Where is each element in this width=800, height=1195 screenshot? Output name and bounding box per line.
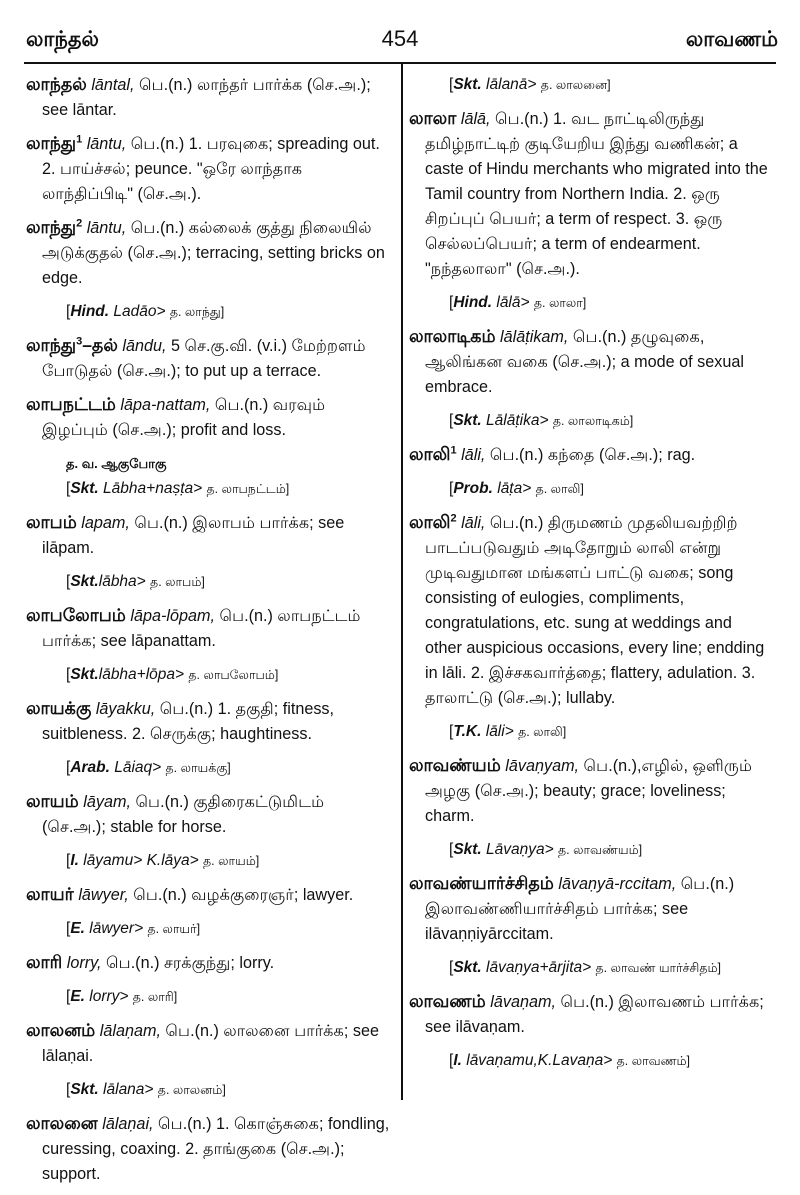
etymology-language: Skt. (70, 1081, 99, 1098)
etymology-language: E. (70, 988, 85, 1005)
etymology-source: Lāiaq> (109, 759, 166, 776)
dictionary-entry (409, 324, 773, 400)
header-rule (24, 62, 776, 64)
entry-transliteration: lālaṇam, (99, 1022, 161, 1040)
homograph-number: 1 (76, 133, 83, 146)
etymology-bracket: [ (66, 988, 71, 1005)
etymology-line (409, 719, 773, 745)
etymology-language: Skt. (70, 480, 99, 497)
etymology-bracket: [ (449, 959, 454, 976)
entry-definition: பெ.(n.) 1. வட நாட்டிலிருந்து தமிழ்நாட்டிற் குடியேறிய இந்து வணிகன்; a caste of Hindu merchants who migrated into the Tamil country from Northern India. 2. ஒரு சிறப்புப் பெயர்; a term of respect. 3. ஒரு செல்லப்பெயர்; a term of endearment. "நந்தலாலா" (செ.அ.). (425, 110, 768, 278)
dictionary-entry (26, 950, 390, 976)
etymology-language: Skt. (70, 573, 99, 590)
entry-definition: பெ.(n.) கந்தை (செ.அ.); rag. (485, 446, 696, 464)
etymology-tamil: த. லாபநட்டம்] (206, 482, 290, 496)
etymology-bracket: [ (449, 294, 454, 311)
entry-transliteration: lāvaṇyam, (505, 757, 580, 775)
etymology-bracket: [ (66, 480, 71, 497)
entry-headword: லாலனம் (26, 1020, 96, 1040)
etymology-source: lāwyer> (84, 920, 148, 937)
entry-transliteration: lāyakku, (95, 700, 156, 718)
etymology-source: Ladāo> (109, 303, 170, 320)
dictionary-entry (26, 131, 390, 207)
entry-headword: லாவணம் (409, 991, 486, 1011)
etymology-line (26, 299, 390, 325)
entry-transliteration: lāpa-lōpam, (130, 607, 215, 625)
entry-transliteration: lālā, (460, 110, 491, 128)
entry-headword: லாலி (409, 444, 451, 464)
entry-headword: லாயம் (26, 791, 79, 811)
entry-definition: பெ.(n.) சரக்குந்து; lorry. (101, 954, 275, 972)
etymology-source: lābha+lōpa> (98, 666, 189, 683)
dictionary-entry (26, 696, 390, 747)
homograph-number: 3 (76, 335, 83, 348)
entry-transliteration: lāli, (461, 514, 486, 532)
etymology-language: Skt. (453, 412, 482, 429)
entry-definition: பெ.(n.) இலாபம் பார்க்க; see ilāpam. (42, 514, 345, 557)
entry-transliteration: lāntu, (86, 135, 127, 153)
entry-transliteration: lāvaṇam, (490, 993, 556, 1011)
etymology-bracket: [ (66, 666, 71, 683)
etymology-tamil: த. லாலனை] (540, 78, 611, 92)
etymology-line (26, 848, 390, 874)
entry-headword: லாலனை (26, 1113, 98, 1133)
etymology-source: lorry> (84, 988, 133, 1005)
etymology-tamil: த. லாரி] (132, 990, 178, 1004)
etymology-bracket: [ (66, 759, 71, 776)
etymology-bracket: [ (449, 76, 454, 93)
etymology-language: Skt. (70, 666, 99, 683)
etymology-tamil: த. லாயக்கு] (165, 761, 231, 775)
dictionary-entry (26, 603, 390, 654)
dictionary-entry (26, 333, 390, 384)
entry-headword: லாந்து (26, 335, 77, 355)
entry-headword: லாபலோபம் (26, 605, 126, 625)
entry-headword: லாந்தல் (26, 74, 87, 94)
etymology-source: lālana> (98, 1081, 158, 1098)
entry-headword: லாந்து (26, 133, 77, 153)
etymology-line (26, 569, 390, 595)
left-column (26, 72, 390, 1195)
entry-definition: பெ.(n.) 1. பரவுகை; spreading out. 2. பாய்ச்சல்; peunce. "ஒரே லாந்தாக லாந்திப்பிடி" (செ.அ.). (42, 135, 380, 203)
etymology-language: Prob. (453, 480, 493, 497)
etymology-bracket: [ (449, 723, 454, 740)
entry-headword: லாலா (409, 108, 457, 128)
entry-headword: லாயக்கு (26, 698, 92, 718)
entry-headword: லாலாடிகம் (409, 326, 496, 346)
entry-headword-suffix: –தல் (82, 335, 118, 355)
etymology-language: Hind. (453, 294, 493, 311)
entry-headword: லாவண்யார்ச்சிதம் (409, 873, 554, 893)
dictionary-entry (26, 882, 390, 908)
etymology-line (409, 837, 773, 863)
entry-definition: பெ.(n.) லாபநட்டம் பார்க்க; see lāpanattam. (42, 607, 361, 650)
etymology-tamil: த. லாவண்யம்] (558, 843, 643, 857)
etymology-bracket: [ (66, 303, 71, 320)
etymology-language: Arab. (70, 759, 110, 776)
etymology-line (409, 1048, 773, 1074)
entry-transliteration: lāndu, (122, 337, 167, 355)
dictionary-entry (26, 1018, 390, 1069)
dictionary-entry (26, 789, 390, 840)
entry-headword: லாலி (409, 512, 451, 532)
etymology-language: Skt. (453, 841, 482, 858)
etymology-source: lāṭa> (492, 480, 536, 497)
etymology-language: E. (70, 920, 85, 937)
entry-headword: லாபம் (26, 512, 77, 532)
etymology-line (409, 408, 773, 434)
entry-definition: பெ.(n.) கல்லைக் குத்து நிலையில் அடுக்குதல் (செ.அ.); terracing, setting bricks on edge. (42, 219, 385, 287)
page-header (0, 0, 800, 58)
entry-transliteration: lāvaṇyā-rccitam, (558, 875, 677, 893)
entry-definition: பெ.(n.),எழில், ஒளிரும் அழகு (செ.அ.); beauty; grace; loveliness; charm. (425, 757, 752, 825)
etymology-tamil: த. லாலாடிகம்] (552, 414, 634, 428)
etymology-bracket: [ (449, 480, 454, 497)
entry-definition: பெ.(n.) வழக்குரைஞர்; lawyer. (128, 886, 354, 904)
etymology-line (409, 72, 773, 98)
etymology-tamil: த. லாயம்] (203, 854, 260, 868)
etymology-bracket: [ (66, 920, 71, 937)
etymology-tamil: த. லாந்து] (169, 305, 225, 319)
homograph-number: 2 (76, 217, 83, 230)
etymology-line (26, 916, 390, 942)
etymology-tamil: த. லாலனம்] (157, 1083, 226, 1097)
entry-transliteration: lāwyer, (78, 886, 129, 904)
etymology-tamil: த. லாலி] (535, 482, 584, 496)
dictionary-entry (409, 989, 773, 1040)
entry-definition: பெ.(n.) இலாவண்ணியார்ச்சிதம் பார்க்க; see ilāvaṇṇiyārccitam. (425, 875, 735, 943)
etymology-bracket: [ (449, 412, 454, 429)
column-divider (401, 64, 403, 1100)
etymology-language: I. (453, 1052, 462, 1069)
entry-headword: லாயர் (26, 884, 74, 904)
entry-transliteration: lāpa-nattam, (120, 396, 211, 414)
entry-headword: லாபநட்டம் (26, 394, 116, 414)
dictionary-entry (409, 753, 773, 829)
etymology-source: lāvaṇamu,K.Lavaṇa> (461, 1052, 617, 1069)
etymology-source: lālanā> (481, 76, 541, 93)
entry-headword: லாவண்யம் (409, 755, 501, 775)
etymology-source: Lāvaṇya> (481, 841, 559, 858)
entry-definition: பெ.(n.) இலாவணம் பார்க்க; see ilāvaṇam. (425, 993, 764, 1036)
dictionary-entry (26, 392, 390, 443)
etymology-source: Lālāṭika> (481, 412, 553, 429)
usage-note (26, 451, 390, 476)
etymology-language: T.K. (453, 723, 482, 740)
right-column (409, 72, 773, 1082)
etymology-line (26, 662, 390, 688)
entry-headword: லாந்து (26, 217, 77, 237)
entry-transliteration: lāli, (461, 446, 486, 464)
entry-transliteration: lāyam, (83, 793, 131, 811)
entry-transliteration: lālaṇai, (102, 1115, 154, 1133)
etymology-language: Hind. (70, 303, 110, 320)
dictionary-entry (409, 106, 773, 282)
dictionary-entry (26, 510, 390, 561)
etymology-line (409, 955, 773, 981)
etymology-tamil: த. லாலி] (518, 725, 567, 739)
homograph-number: 2 (450, 512, 457, 525)
etymology-source: lāyamu> K.lāya> (78, 852, 204, 869)
etymology-source: lāli> (481, 723, 519, 740)
page-number: 454 (381, 26, 419, 51)
running-head-right: லாவணம் (685, 28, 778, 51)
etymology-tamil: த. லாபம்] (150, 575, 205, 589)
etymology-bracket: [ (66, 573, 71, 590)
etymology-line (26, 1077, 390, 1103)
etymology-bracket: [ (66, 1081, 71, 1098)
dictionary-entry (409, 510, 773, 711)
homograph-number: 1 (450, 444, 457, 457)
etymology-line (409, 290, 773, 316)
entry-definition: பெ.(n.) லாந்தர் பார்க்க (செ.அ.); see lāntar. (42, 76, 371, 119)
etymology-line (409, 476, 773, 502)
entry-transliteration: lāntal, (91, 76, 135, 94)
dictionary-entry (26, 215, 390, 291)
entry-transliteration: lapam, (81, 514, 130, 532)
usage-note-text: த. வ. ஆகுபோகு (66, 456, 167, 471)
entry-definition: பெ.(n.) 1. தகுதி; fitness, suitbleness. 2. செருக்கு; haughtiness. (42, 700, 335, 743)
dictionary-entry (409, 871, 773, 947)
dictionary-entry (409, 442, 773, 468)
entry-transliteration: lāntu, (86, 219, 127, 237)
entry-headword: லாரி (26, 952, 63, 972)
etymology-source: lābha> (98, 573, 151, 590)
entry-transliteration: lālāṭikam, (500, 328, 569, 346)
etymology-language: I. (70, 852, 79, 869)
running-head-left: லாந்தல் (26, 28, 99, 51)
etymology-bracket: [ (449, 1052, 454, 1069)
etymology-line (26, 476, 390, 502)
entry-definition: பெ.(n.) குதிரைகட்டுமிடம் (செ.அ.); stable for horse. (42, 793, 325, 836)
etymology-tamil: த. லாயர்] (147, 922, 201, 936)
etymology-language: Skt. (453, 959, 482, 976)
etymology-bracket: [ (66, 852, 71, 869)
entry-definition: பெ.(n.) வரவும் இழப்பும் (செ.அ.); profit and loss. (42, 396, 326, 439)
entry-definition: பெ.(n.) லாலனை பார்க்க; see lālaṇai. (42, 1022, 379, 1065)
entry-transliteration: lorry, (66, 954, 102, 972)
etymology-bracket: [ (449, 841, 454, 858)
dictionary-entry (26, 72, 390, 123)
etymology-tamil: த. லாவண் யார்ச்சிதம்] (595, 961, 722, 975)
etymology-source: lāvaṇya+ārjita> (481, 959, 596, 976)
etymology-tamil: த. லாபலோபம்] (188, 668, 279, 682)
entry-definition: பெ.(n.) தழுவுகை, ஆலிங்கன வகை (செ.அ.); a mode of sexual embrace. (425, 328, 744, 396)
etymology-line (26, 755, 390, 781)
entry-definition: பெ.(n.) 1. கொஞ்சுகை; fondling, curessing, coaxing. 2. தாங்குகை (செ.அ.); support. (42, 1115, 390, 1183)
entry-definition: 5 செ.கு.வி. (v.i.) மேற்றளம் போடுதல் (செ.அ.); to put up a terrace. (42, 337, 366, 380)
entry-definition: பெ.(n.) திருமணம் முதலியவற்றிற் பாடப்படுவதும் அடிதோறும் லாலி என்று முடிவதுமான மங்களப் பாட்டு வகை; song consisting of eulogies, compliments, congratulations, etc. sung at weddings and other auspicious occasions, every line; endding in lāli. 2. இச்சகவார்த்தை; flattery, adulation. 3. தாலாட்டு (செ.அ.); lullaby. (425, 514, 765, 707)
etymology-tamil: த. லாலா] (533, 296, 587, 310)
etymology-language: Skt. (453, 76, 482, 93)
etymology-source: lālā> (492, 294, 534, 311)
dictionary-entry (26, 1111, 390, 1187)
etymology-line (26, 984, 390, 1010)
etymology-tamil: த. லாவணம்] (616, 1054, 691, 1068)
etymology-source: Lābha+naṣṭa> (98, 480, 207, 497)
